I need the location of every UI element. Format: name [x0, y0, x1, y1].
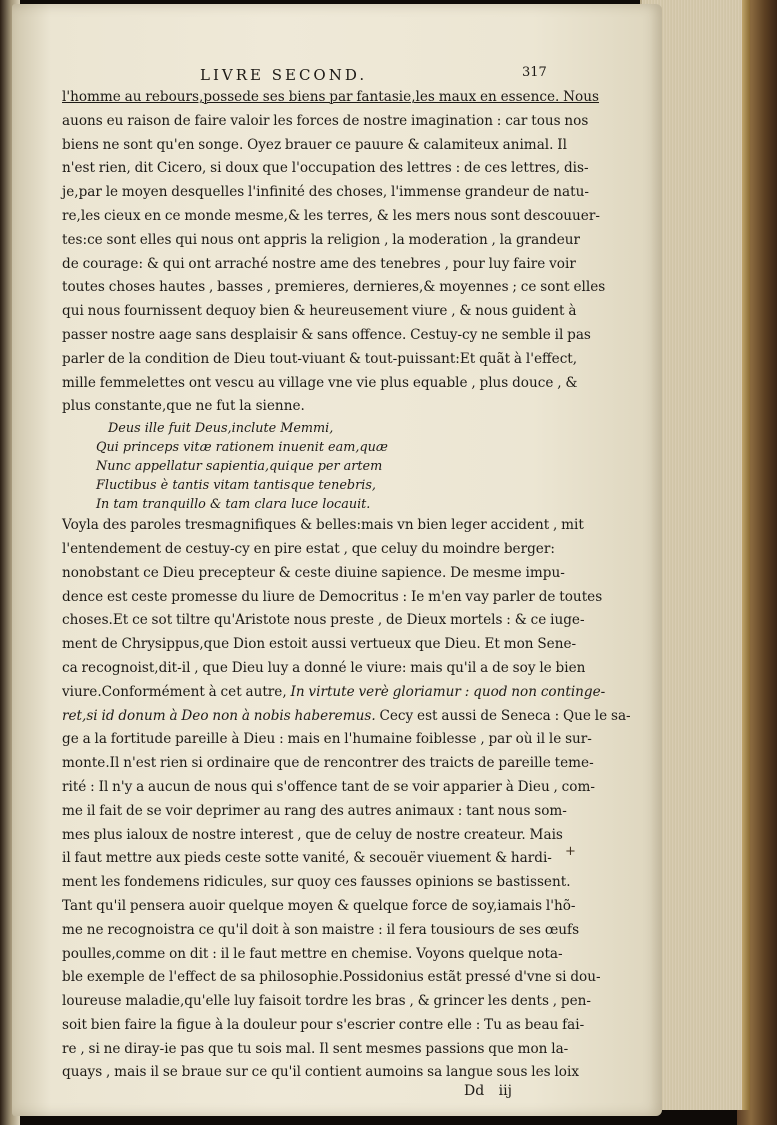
text-line: re,les cieux en ce monde mesme,& les terres, & les mers nous sont descouuer- — [62, 207, 600, 224]
roman-text: Cecy est aussi de Seneca : Que le sa- — [375, 707, 631, 724]
text-line: ge a la fortitude pareille à Dieu : mais en l'humaine foiblesse , par où il le sur- — [62, 731, 592, 748]
text-line: Voyla des paroles tresmagnifiques & belles:mais vn bien leger accident , mit — [62, 517, 584, 534]
page-text — [62, 65, 631, 1105]
text-line: toutes choses hautes , basses , premieres, dernieres,& moyennes ; ce sont elles — [62, 279, 606, 296]
verse-line: Fluctibus è tantis vitam tantisque tenebris, — [96, 478, 376, 494]
page-number: 317 — [522, 65, 547, 80]
roman-text: viure.Conformément à cet autre, — [62, 683, 291, 700]
margin-mark: + — [565, 844, 576, 859]
verse-line: Nunc appellatur sapientia,quique per artem — [96, 459, 383, 475]
text-line: re , si ne diray-ie pas que tu sois mal. Il sent mesmes passions que mon la- — [62, 1040, 569, 1057]
text-line: n'est rien, dit Cicero, si doux que l'occupation des lettres : de ces lettres, dis- — [62, 160, 589, 177]
text-line: loureuse maladie,qu'elle luy faisoit tordre les bras , & grincer les dents , pen- — [62, 993, 591, 1010]
verse-line: In tam tranquillo & tam clara luce locauit. — [96, 497, 371, 513]
latin-quote: ret,si id donum à Deo non à nobis haberemus. — [62, 707, 376, 724]
text-line: ca recognoist,dit-il , que Dieu luy a donné le viure: mais qu'il a de soy le bien — [62, 659, 586, 676]
text-line: de courage: & qui ont arraché nostre ame des tenebres , pour luy faire voir — [62, 255, 576, 272]
text-line: Tant qu'il pensera auoir quelque moyen & quelque force de soy,iamais l'hõ- — [62, 897, 576, 914]
text-line: me ne recognoistra ce qu'il doit à son maistre : il fera tousiours de ses œufs — [62, 921, 580, 938]
book-page — [12, 4, 662, 1116]
text-line: l'homme au rebours,possede ses biens par fantasie,les maux en essence. Nous — [62, 89, 599, 105]
text-line: ment de Chrysippus,que Dion estoit aussi vertueux que Dieu. Et mon Sene- — [62, 636, 577, 653]
text-line: quays , mais il se braue sur ce qu'il contient aumoins sa langue sous les loix — [62, 1064, 580, 1081]
signature-mark — [62, 1085, 562, 1105]
text-line: parler de la condition de Dieu tout-viuant & tout-puissant:Et quãt à l'effect, — [62, 350, 578, 367]
latin-quote: In virtute verè gloriamur : quod non continge- — [290, 683, 606, 700]
text-line: plus constante,que ne fut la sienne. — [62, 398, 305, 415]
running-header — [62, 66, 562, 86]
text-line: rité : Il n'y a aucun de nous qui s'offence tant de se voir apparier à Dieu , com- — [62, 778, 595, 795]
text-line: monte.Il n'est rien si ordinaire que de rencontrer des traicts de pareille teme- — [62, 755, 594, 772]
verse-line: Qui princeps vitæ rationem inuenit eam,quæ — [96, 440, 388, 456]
text-line: qui nous fournissent dequoy bien & heureusement viure , & nous guident à — [62, 303, 577, 320]
text-line: mes plus ialoux de nostre interest , que de celuy de nostre createur. Mais — [62, 826, 563, 843]
text-line: auons eu raison de faire valoir les forces de nostre imagination : car tous nos — [62, 112, 589, 129]
verse-line: Deus ille fuit Deus,inclute Memmi, — [108, 421, 334, 437]
text-line: ble exemple de l'effect de sa philosophie.Possidonius estãt pressé d'vne si dou- — [62, 969, 601, 986]
text-line: biens ne sont qu'en songe. Oyez brauer ce pauure & calamiteux animal. Il — [62, 136, 568, 153]
text-line-mixed — [62, 681, 606, 705]
text-line: nonobstant ce Dieu precepteur & ceste diuine sapience. De mesme impu- — [62, 564, 565, 581]
text-line: me il fait de se voir deprimer au rang des autres animaux : tant nous som- — [62, 802, 567, 819]
text-line: choses.Et ce sot tiltre qu'Aristote nous preste , de Dieux mortels : & ce iuge- — [62, 612, 585, 629]
text-line: passer nostre aage sans desplaisir & sans offence. Cestuy-cy ne semble il pas — [62, 326, 591, 343]
text-line: je,par le moyen desquelles l'infinité des choses, l'immense grandeur de natu- — [62, 184, 589, 201]
text-line: dence est ceste promesse du liure de Democritus : Ie m'en vay parler de toutes — [62, 588, 603, 605]
text-line: l'entendement de cestuy-cy en pire estat , que celuy du moindre berger: — [62, 540, 555, 557]
text-line: ment les fondemens ridicules, sur quoy ces fausses opinions se bastissent. — [62, 874, 571, 891]
text-line: poulles,comme on dit : il le faut mettre en chemise. Voyons quelque nota- — [62, 945, 563, 962]
running-title: LIVRE SECOND. — [200, 66, 368, 84]
text-line: il faut mettre aux pieds ceste sotte vanité, & secouër viuement & hardi- — [62, 850, 552, 867]
text-line-mixed — [62, 705, 631, 729]
text-line: tes:ce sont elles qui nous ont appris la religion , la moderation , la grandeur — [62, 231, 581, 248]
text-line: mille femmelettes ont vescu au village vne vie plus equable , plus douce , & — [62, 374, 578, 391]
signature-text: Dd iij — [464, 1083, 512, 1100]
text-line: soit bien faire la figue à la douleur pour s'escrier contre elle : Tu as beau fai- — [62, 1016, 585, 1033]
